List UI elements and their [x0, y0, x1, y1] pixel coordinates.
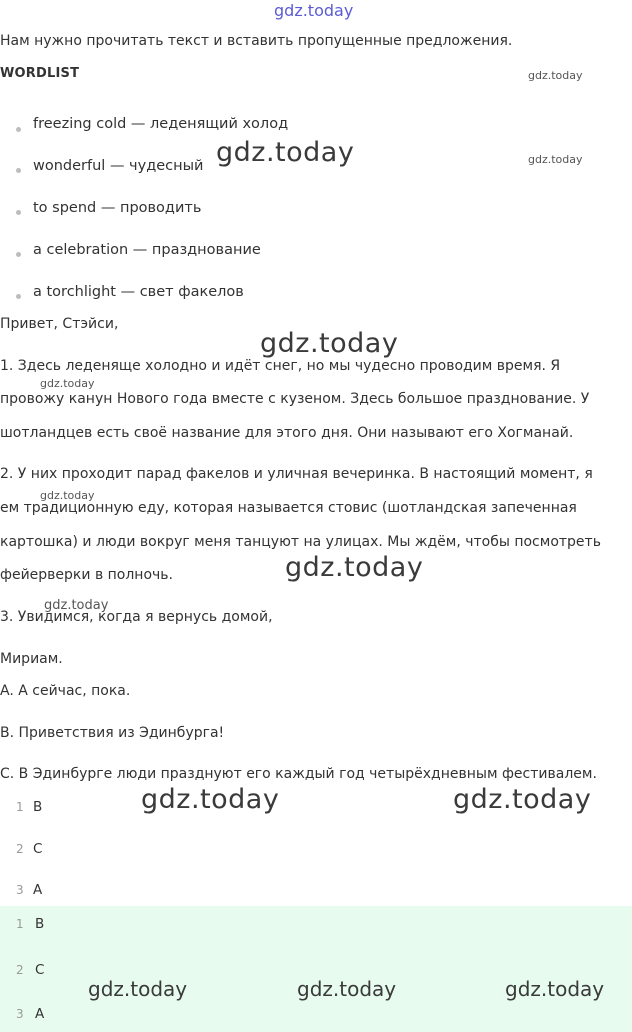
bullet-icon	[16, 127, 21, 132]
answer-value: A	[33, 882, 43, 898]
wordlist-item: a torchlight — свет факелов	[33, 284, 244, 300]
letter-paragraph-2-line: 2. У них проходит парад факелов и уличная вечеринка. В настоящий момент, я	[0, 466, 593, 482]
letter-signature: Мириам.	[0, 651, 63, 667]
watermark: gdz.today	[453, 784, 592, 815]
task-intro: Нам нужно прочитать текст и вставить пропущенные предложения.	[0, 33, 513, 49]
letter-paragraph-2-line: картошка) и люди вокруг меня танцуют на улицах. Мы ждём, чтобы посмотреть	[0, 534, 601, 550]
answer-number: 3	[16, 883, 24, 897]
letter-paragraph-2-line: фейерверки в полночь.	[0, 567, 173, 583]
answer-number: 1	[16, 800, 24, 814]
watermark: gdz.today	[44, 598, 109, 613]
answer-value: B	[35, 916, 45, 932]
option-a: A. А сейчас, пока.	[0, 683, 131, 699]
answer-value: B	[33, 799, 43, 815]
letter-paragraph-1-line: провожу канун Нового года вместе с кузеном. Здесь большое празднование. У	[0, 391, 590, 407]
watermark: gdz.today	[528, 69, 583, 82]
watermark: gdz.today	[40, 489, 95, 502]
answer-number: 2	[16, 842, 24, 856]
wordlist-item: a celebration — празднование	[33, 242, 261, 258]
bullet-icon	[16, 168, 21, 173]
watermark: gdz.today	[141, 784, 280, 815]
letter-paragraph-1-line: шотландцев есть своё название для этого дня. Они называют его Хогманай.	[0, 425, 574, 441]
watermark: gdz.today	[216, 137, 355, 168]
letter-paragraph-1-line: 1. Здесь леденяще холодно и идёт снег, но мы чудесно проводим время. Я	[0, 358, 561, 374]
answer-value: C	[35, 962, 45, 978]
letter-paragraph-2-line: ем традиционную еду, которая называется стовис (шотландская запеченная	[0, 500, 577, 516]
answer-value: A	[35, 1006, 45, 1022]
option-b: B. Приветствия из Эдинбурга!	[0, 725, 225, 741]
bullet-icon	[16, 252, 21, 257]
wordlist-title: WORDLIST	[0, 66, 80, 81]
bullet-icon	[16, 210, 21, 215]
answer-number: 1	[16, 917, 24, 931]
answer-number: 2	[16, 963, 24, 977]
watermark: gdz.today	[505, 977, 605, 1001]
answer-number: 3	[16, 1007, 24, 1021]
option-c: C. В Эдинбурге люди празднуют его каждый год четырёхдневным фестивалем.	[0, 766, 597, 782]
watermark: gdz.today	[88, 977, 188, 1001]
watermark: gdz.today	[528, 153, 583, 166]
answer-value: C	[33, 841, 43, 857]
watermark: gdz.today	[285, 552, 424, 583]
wordlist-item: wonderful — чудесный	[33, 158, 204, 174]
wordlist-item: freezing cold — леденящий холод	[33, 116, 289, 132]
watermark: gdz.today	[260, 328, 399, 359]
wordlist-item: to spend — проводить	[33, 200, 202, 216]
letter-greeting: Привет, Стэйси,	[0, 316, 119, 332]
bullet-icon	[16, 294, 21, 299]
watermark: gdz.today	[297, 977, 397, 1001]
answers-highlight-box	[0, 906, 632, 1032]
header-watermark-logo: gdz.today	[274, 1, 354, 20]
letter-paragraph-3: 3. Увидимся, когда я вернусь домой,	[0, 609, 273, 625]
watermark: gdz.today	[40, 377, 95, 390]
